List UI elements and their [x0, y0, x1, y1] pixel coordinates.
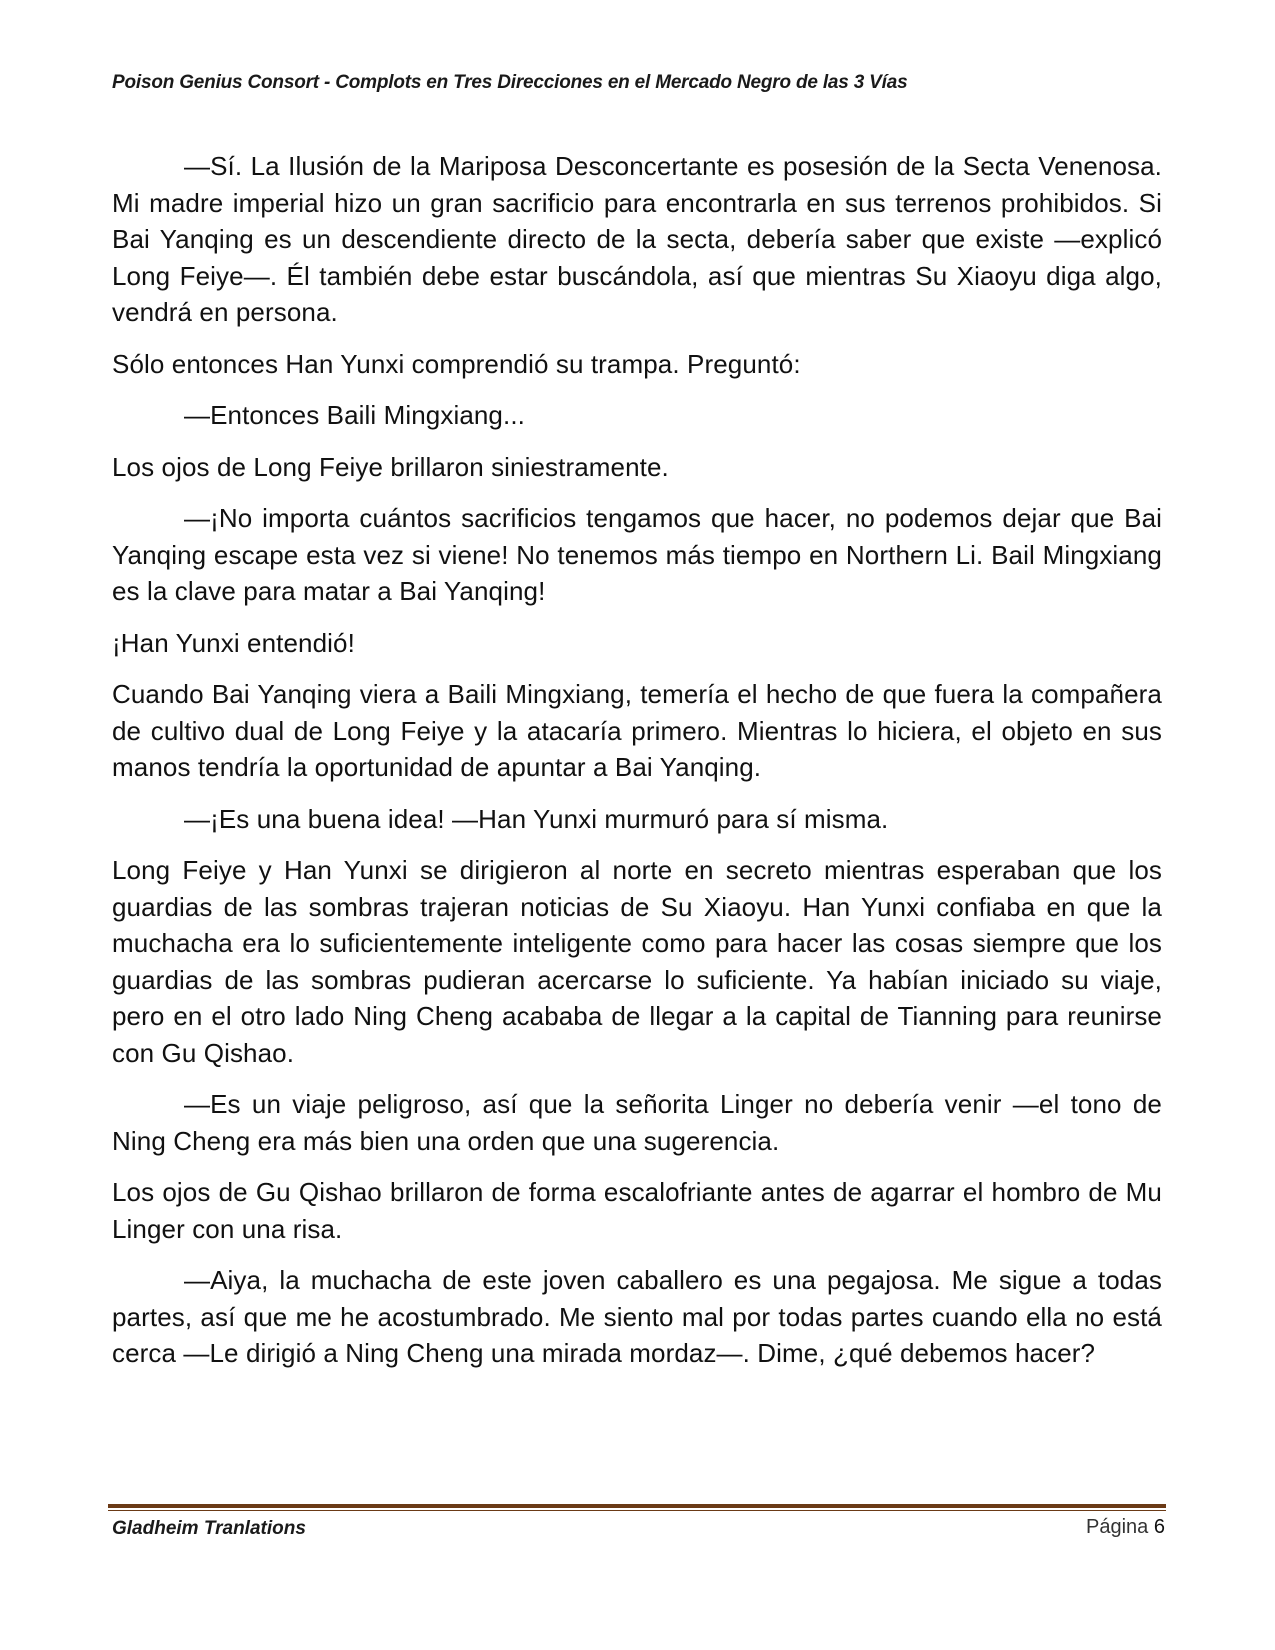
page-label: Página: [1086, 1516, 1149, 1538]
document-body: [112, 148, 1162, 1387]
footer-page-number: [1086, 1516, 1165, 1539]
paragraph-narration: Cuando Bai Yanqing viera a Baili Mingxiang, temería el hecho de que fuera la compañera de cultivo dual de Long Feiye y la atacaría primero. Mientras lo hiciera, el objeto en sus manos tendría la oportunidad de apuntar a Bai Yanqing.: [112, 679, 1162, 782]
paragraph-dialogue: —¡Es una buena idea! —Han Yunxi murmuró para sí misma.: [184, 803, 889, 834]
paragraph-narration: Long Feiye y Han Yunxi se dirigieron al norte en secreto mientras esperaban que los guardias de las sombras trajeran noticias de Su Xiaoyu. Han Yunxi confiaba en que la muchacha era lo suficientemente inteligente como para hacer las cosas siempre que los guardias de las sombras pudieran acercarse lo suficiente. Ya habían iniciado su viaje, pero en el otro lado Ning Cheng acababa de llegar a la capital de Tianning para reunirse con Gu Qishao.: [112, 855, 1162, 1068]
paragraph-dialogue: —Sí. La Ilusión de la Mariposa Desconcertante es posesión de la Secta Venenosa. Mi madre imperial hizo un gran sacrificio para encontrarla en sus terrenos prohibidos. Si Bai Yanqing es un descendiente directo de la secta, debería saber que existe —explicó Long Feiye—. Él también debe estar buscándola, así que mientras Su Xiaoyu diga algo, vendrá en persona.: [112, 151, 1162, 327]
paragraph-dialogue: —¡No importa cuántos sacrificios tengamos que hacer, no podemos dejar que Bai Yanqing escape esta vez si viene! No tenemos más tiempo en Northern Li. Bail Mingxiang es la clave para matar a Bai Yanqing!: [112, 503, 1162, 606]
paragraph-narration: Sólo entonces Han Yunxi comprendió su trampa. Preguntó:: [112, 348, 801, 379]
paragraph-dialogue: —Es un viaje peligroso, así que la señorita Linger no debería venir —el tono de Ning Cheng era más bien una orden que una sugerencia.: [112, 1089, 1162, 1156]
footer-translator-credit: Gladheim Tranlations: [112, 1518, 306, 1539]
paragraph-narration: Los ojos de Long Feiye brillaron siniestramente.: [112, 451, 669, 482]
paragraph-dialogue: —Entonces Baili Mingxiang...: [184, 400, 525, 430]
paragraph-narration: ¡Han Yunxi entendió!: [112, 627, 355, 658]
page-number: 6: [1153, 1516, 1165, 1538]
page-header-title: Poison Genius Consort - Complots en Tres Direcciones en el Mercado Negro de las 3 Vías: [112, 72, 908, 93]
paragraph-narration: Los ojos de Gu Qishao brillaron de forma escalofriante antes de agarrar el hombro de Mu Linger con una risa.: [112, 1177, 1162, 1244]
paragraph-dialogue: —Aiya, la muchacha de este joven caballero es una pegajosa. Me sigue a todas partes, así que me he acostumbrado. Me siento mal por todas partes cuando ella no está cerca —Le dirigió a Ning Cheng una mirada mordaz—. Dime, ¿qué debemos hacer?: [112, 1265, 1162, 1368]
footer-divider-thick: [108, 1504, 1166, 1508]
footer-divider-thin: [108, 1510, 1166, 1511]
